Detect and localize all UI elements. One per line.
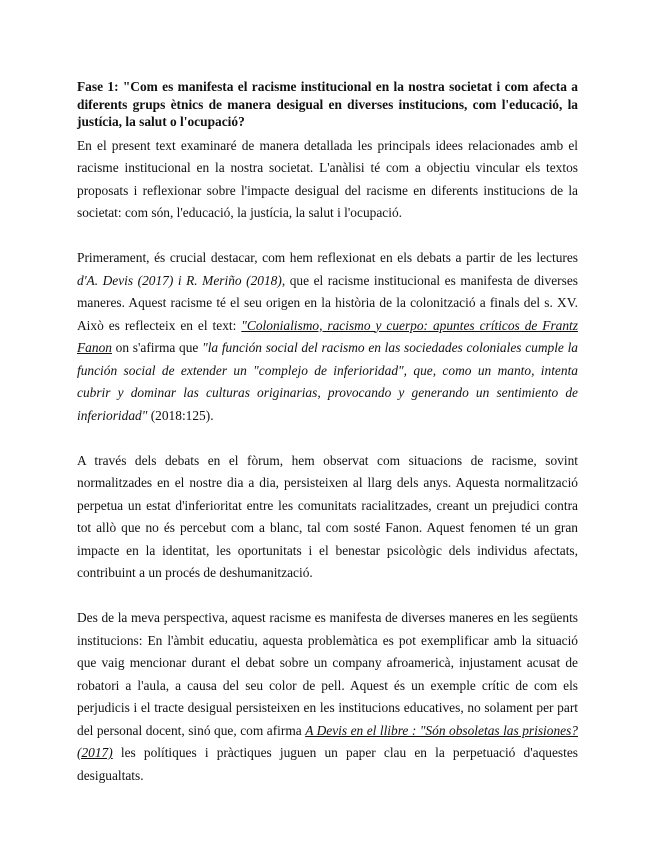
text-run: les polítiques i pràctiques juguen un paper clau en la perpetuació d'aquestes desigualtats. [77,745,578,783]
text-run: , que el racisme institucional es manifesta de diverses maneres. Aquest racisme té el seu origen en la història de la colonització a finals del s. XV. Això es reflecteix en el text: [77,272,578,333]
quote-fanon: "la función social del racismo en las sociedades coloniales cumple la función social de extender un "complejo de inferioridad", que, como un manto, intenta cubrir y dominar las culturas originarias, provocando y generando un sentimiento de inferioridad" [77,340,578,423]
paragraph-perspective [77,607,578,787]
text-run: on s'afirma que [111,340,203,355]
text-run: Primerament, és crucial destacar, com hem reflexionat en els debats a partir de les lectures [77,250,578,265]
section-heading: Fase 1: "Com es manifesta el racisme institucional en la nostra societat i com afecta a diferents grups ètnics de manera desigual en diverses institucions, com l'educació, la justícia, la salut o l'ocupació? [77,79,578,129]
citation-devis-book: A Devis en el llibre : "Són obsoletas las prisiones? (2017) [77,722,578,760]
citation-devis-merino: d'A. Devis (2017) i R. Meriño (2018) [77,272,282,288]
paragraph-intro: En el present text examinaré de manera detallada les principals idees relacionades amb el racisme institucional en la nostra societat. L'anàlisi té com a objectiu vincular els textos proposats i reflexionar sobre l'impacte desigual del racisme en diferents institucions de la societat: com són, l'educació, la justícia, la salut i l'ocupació. [77,137,578,220]
citation-fanon-title: "Colonialismo, racismo y cuerpo: apuntes críticos de Frantz Fanon [77,317,578,355]
paragraph-colonialism [77,247,578,427]
text-run: Des de la meva perspectiva, aquest racisme es manifesta de diverses maneres en les següents institucions: En l'àmbit educatiu, aquesta problemàtica es pot exemplificar amb la situació que vaig mencionar durant el debat sobre un company afroamericà, injustament acusat de robatori a l'aula, a causa del seu color de pell. Aquest és un exemple crític de com els perjudicis i el tracte desigual persisteixen en les institucions educatives, no solament per part del personal docent, sinó que, com afirma [77,610,578,738]
paragraph-forum-debates: A través dels debats en el fòrum, hem observat com situacions de racisme, sovint normalitzades en el nostre dia a dia, persisteixen al llarg dels anys. Aquesta normalització perpetua un estat d'inferioritat entre les comunitats racialitzades, creant un prejudici contra tot allò que no és percebut com a blanc, tal com sosté Fanon. Aquest fenomen té un gran impacte en la identitat, les oportunitats i el benestar psicològic dels individus afectats, contribuint a un procés de deshumanització. [77,452,578,580]
text-run: (2018:125). [147,407,214,423]
